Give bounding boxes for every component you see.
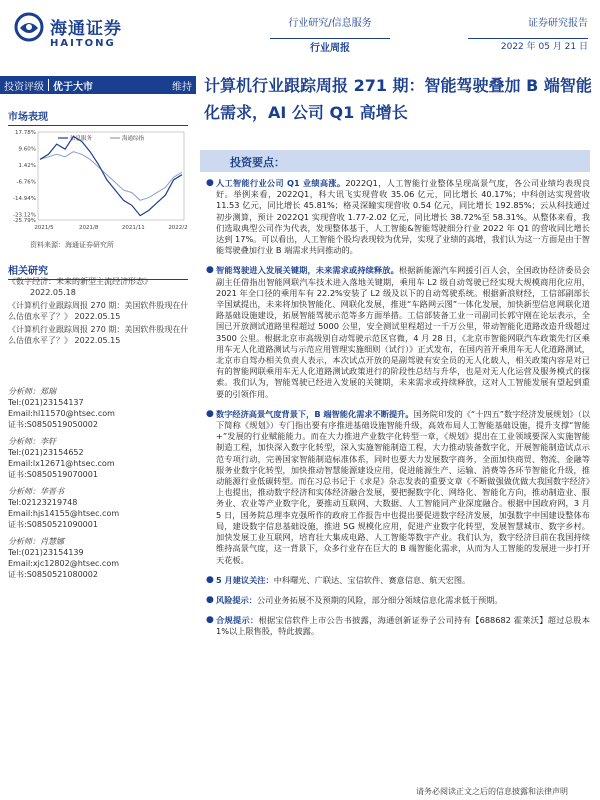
key-point — [204, 409, 590, 566]
body-column — [204, 178, 590, 647]
key-point-lead: 合规提示： — [216, 615, 259, 626]
analyst-list — [8, 386, 192, 586]
x-tick-label: 2021/8 — [78, 225, 99, 231]
rating-value: 优于大市 — [53, 81, 93, 93]
analyst-cert: 证书:S0850519050002 — [8, 420, 98, 429]
x-tick-label: 2021/5 — [34, 225, 54, 231]
related-date: 2022.05.18 — [30, 288, 76, 297]
chart-source: 资料来源：海通证券研究所 — [30, 241, 114, 249]
series-line-composite — [40, 152, 182, 201]
y-tick-label: 9.60% — [18, 146, 36, 153]
key-point-text: 根据宝信软件上市公告书披露，海通创新证券子公司持有【688682 霍莱沃】超过总股本 1%以上限售股，特此披露。 — [216, 615, 590, 637]
rating-bar — [0, 76, 196, 94]
related-heading: 相关研究 — [8, 262, 188, 280]
logo-text-cn: 海通证券 — [50, 19, 122, 39]
y-tick-label: -23.12% — [13, 212, 36, 219]
page-title: 计算机行业跟踪周报 271 期：智能驾驶叠加 B 端智能化需求，AI 公司 Q1 高增长 — [204, 76, 592, 122]
analyst-card — [8, 536, 192, 580]
report-type: 行业周报 — [310, 43, 350, 54]
analyst-card — [8, 386, 192, 430]
analyst-tel: Tel:(021)23154139 — [8, 548, 84, 557]
related-item[interactable] — [8, 324, 192, 346]
y-tick-label: 1.42% — [18, 163, 36, 170]
bullet-icon: ● — [206, 574, 214, 585]
legend-label: 海通综指 — [122, 136, 145, 142]
key-point — [204, 615, 590, 637]
analyst-tel: Tel:(021)23154652 — [8, 448, 84, 457]
related-date: 2022.05.15 — [74, 312, 121, 321]
analyst-name: 分析师：李轩 — [8, 437, 56, 446]
key-point-lead: 风险提示： — [216, 594, 257, 605]
bullet-icon: ● — [206, 594, 214, 605]
report-category — [270, 14, 390, 54]
report-meta — [468, 14, 588, 52]
market-chart — [8, 128, 188, 238]
legend-label: 信息服务 — [70, 136, 93, 142]
report-date: 2022 年 05 月 21 日 — [500, 42, 588, 52]
logo-text-en: HAITONG — [50, 38, 116, 49]
y-tick-label: -14.94% — [13, 196, 36, 203]
analyst-email[interactable]: Email:lx12671@htsec.com — [8, 459, 115, 468]
related-title: 《计算机行业跟踪周报 270 期：美国软件股现在什么估值水平了？》 — [8, 301, 189, 321]
analyst-card — [8, 486, 192, 530]
key-point — [204, 575, 590, 586]
related-title: 《计算机行业跟踪周报 270 期：美国软件股现在什么估值水平了？》 — [8, 325, 189, 345]
key-point — [204, 178, 590, 256]
bullet-icon: ● — [206, 178, 214, 188]
related-list — [8, 276, 192, 348]
analyst-tel: Tel:02123219748 — [8, 498, 78, 507]
analyst-cert: 证书:S0850519070001 — [8, 470, 98, 479]
key-point-text: 国务院印发的《“十四五”数字经济发展规划》（以下简称《规划》）专门指出要有序推进基础设施智能升级，高效布局人工智能基础设施，提升支撑“智能+”发展的行业赋能能力。而在大力推进产业数字化转型一章，《规划》提出在工业领域要深入实施智能制造工程，加快深入数字化转型，深入实施智能制造工程，大力推动装备数字化，开展智能制造试点示范专项行动，完善国家智能制造标准体系，同时也要大力发展数字商务，全面加快商贸、物流、金融等服务业数字化转型，加快推动智慧能源建设应用，促进能源生产、运输、消费等各环节智能化升级，推动能源行业低碳转型。而在习总书记于《求是》杂志发表的重要文章《不断做强做优做大我国数字经济》上也提出，推动数字经济和实体经济融合发展，要把握数字化、网络化、智能化方向，推动制造业、服务业、农业等产业数字化，要推动互联网、大数据、人工智能同产业深度融合。根据中国政府网，3 月 5 日，国务院总理李克强所作的政府工作报告中也提出要促进数字经济发展，加强数字中国建设整体布局，建设数字信息基础设施，推进 5G 规模化应用，促进产业数字化转型，发展智慧城市、数字乡村。加快发展工业互联网，培育壮大集成电路、人工智能等数字产业。我们认为，数字经济目前在我国持续维持高景气度，这一背景下，众多行业存在巨大的 B 端智能化需求，从而为人工智能的发展进一步打开天花板。 — [216, 408, 590, 565]
chart-frame — [38, 132, 184, 220]
bullet-icon: ● — [206, 265, 214, 276]
key-point — [204, 595, 590, 606]
keypoints-label: 投资要点： — [230, 156, 285, 169]
analyst-email[interactable]: Email:xjc12802@htsec.com — [8, 559, 120, 568]
rating-action: 维持 — [172, 81, 192, 93]
logo — [14, 12, 134, 56]
analyst-email[interactable]: Email:hl11570@htsec.com — [8, 409, 115, 418]
key-point-text: 公司业务拓展不及预期的风险，部分细分领域信息化需求低于预期。 — [256, 594, 503, 605]
x-tick-label: 2021/11 — [121, 225, 145, 231]
key-point-lead: 人工智能行业公司 Q1 业绩高涨。 — [216, 178, 346, 188]
related-date: 2022.05.15 — [74, 336, 121, 345]
key-point-lead: 数字经济高景气度背景下，B 端智能化需求不断提升。 — [216, 408, 414, 419]
key-point-text: 2022Q1，人工智能行业整体呈现高景气度，各公司业绩均表现良好。举例来看，2022Q1，科大讯飞实现营收 35.06 亿元，同比增长 40.17%；中科创达实现营收 11.53 亿元，同比增长 45.81%；格灵深瞳实现营收 0.54 亿元，同比增长 192.85%；云从科技通过初步测算，预计 2022Q1 实现营收 1.77-2.02 亿元，同比增长 38.72%至 58.31%。从整体来看，我们选取典型公司作为代表，发现整体基于，人工智能&智能驾驶细分行业 2022 年 Q1 的营收同比增长达到 17%。可以看出，人工智能个股均表现较为优异，实现了业绩的高增，我们认为这一方面是由于智能驾驶叠加行业 B 端需求共同推动的。 — [216, 178, 591, 256]
key-point-lead: 5 月建议关注： — [216, 574, 274, 585]
related-title: 《数字经济：未来的新型主流经济形态》 — [8, 277, 152, 286]
related-item[interactable] — [8, 276, 192, 298]
y-tick-label: 17.78% — [15, 130, 36, 136]
related-item[interactable] — [8, 300, 192, 322]
market-heading: 市场表现 — [8, 108, 188, 126]
series-line-info-services — [40, 136, 182, 215]
key-point-text: 根据新能源汽车网援引百人会，全国政协经济委员会副主任借指出智能网联汽车技术进入落地关键期，乘用车 L2 级自动驾驶已经实现大规模商用化应用，2021 年全口径的乘用车有 22.2%安装了 L2 级及以下的自动驾驶系统。根据新浪财经，工信部副部长辛国斌提出，未来将加快智能化、网联化发展，推进“车路网云图”一体化发展，加快新型信息网联化道路基础设施建设，拓展智能驾驶示范等多方面举措。工信部装备工业一司副司长郭守刚在论坛表示，全国已开放测试道路里程超过 5000 公里，安全测试里程超过一千万公里，带动智能化道路改造升级超过 3500 公里。根据北京市高级别自动驾驶示范区官微，4 月 28 日，《北京市智能网联汽车政策先行区乘用车无人化道路测试与示范应用管理实施细则（试行）》正式发布，在国内首开乘用车无人化道路测试，北京市自驾办相关负责人表示，本次试点开放的是副驾驶有安全员的无人化载人，相关政策内容是对已有的智能网联乘用车无人化道路测试政策进行的阶段性总结与升华，也是对无人化运营及服务模式的探索。我们认为，智能驾驶已经进入发展的关键期，未来需求或持续释放，这对人工智能发展有望起到重要的引领作用。 — [216, 265, 590, 399]
key-point-lead: 智能驾驶进入发展关键期，未来需求或持续释放。 — [216, 265, 399, 276]
header-rule — [270, 38, 390, 39]
analyst-tel: Tel:(021)23154137 — [8, 398, 84, 407]
category-label: 行业研究/信息服务 — [288, 18, 372, 29]
haitong-logo-icon — [14, 12, 44, 42]
analyst-name: 分析师：华晋书 — [8, 487, 64, 496]
analyst-name: 分析师：郑瑞 — [8, 387, 56, 396]
page-header — [0, 0, 600, 62]
analyst-email[interactable]: Email:hjs14155@htsec.com — [8, 509, 120, 518]
key-point-text: 中科曙光、广联达、宝信软件、赛意信息、航天宏图。 — [273, 574, 471, 585]
rating-label: 投资评级 — [4, 81, 44, 93]
keypoints-banner — [200, 150, 590, 172]
report-label: 证券研究报告 — [528, 18, 588, 29]
analyst-cert: 证书:S0850521080002 — [8, 570, 98, 579]
bullet-icon: ● — [206, 615, 214, 626]
x-tick-label: 2022/2 — [168, 225, 188, 231]
y-tick-label: -6.76% — [16, 179, 36, 186]
analyst-name: 分析师：肖慧娜 — [8, 537, 64, 546]
key-point — [204, 265, 590, 399]
bullet-icon: ● — [206, 408, 214, 419]
analyst-cert: 证书:S0850521090001 — [8, 520, 98, 529]
header-rule-right — [468, 38, 588, 39]
analyst-card — [8, 436, 192, 480]
y-tick-label: -25.79% — [13, 218, 36, 224]
footer-disclaimer: 请务必阅读正文之后的信息披露和法律声明 — [416, 787, 568, 796]
